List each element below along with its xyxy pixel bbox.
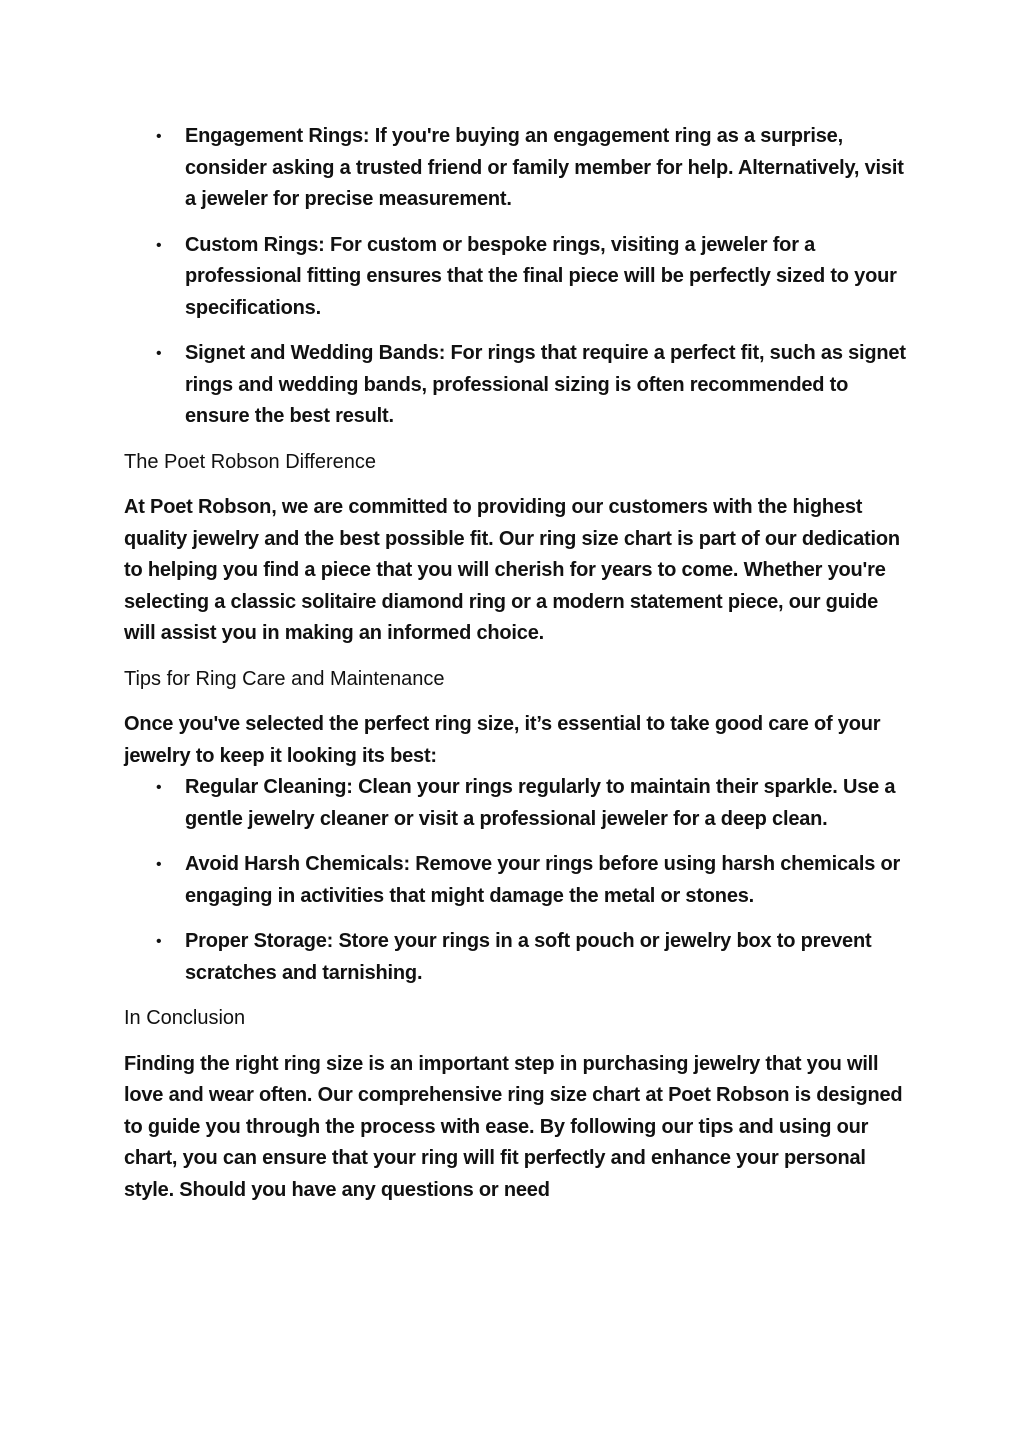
list-item	[124, 338, 914, 433]
bullet-icon: •	[156, 345, 162, 362]
bullet-icon: •	[156, 933, 162, 950]
section-heading-care: Tips for Ring Care and Maintenance	[124, 667, 445, 690]
list-item-text: Avoid Harsh Chemicals: Remove your rings before using harsh chemicals or engaging in activities that might damage the metal or stones.	[185, 853, 901, 907]
paragraph-care-intro: Once you've selected the perfect ring size, it’s essential to take good care of your jewelry to keep it looking its best:	[124, 713, 881, 767]
list-item-text: Proper Storage: Store your rings in a soft pouch or jewelry box to prevent scratches and tarnishing.	[185, 930, 872, 984]
bullet-icon: •	[156, 856, 162, 873]
care-tips-list	[124, 772, 914, 989]
list-item-text: Signet and Wedding Bands: For rings that require a perfect fit, such as signet rings and wedding bands, professional sizing is often recommended to ensure the best result.	[185, 342, 906, 427]
section-heading-difference: The Poet Robson Difference	[124, 450, 377, 473]
list-item-text: Engagement Rings: If you're buying an engagement ring as a surprise, consider asking a trusted friend or family member for help. Alternatively, visit a jeweler for precise measurement.	[185, 125, 904, 210]
bullet-icon: •	[156, 128, 162, 145]
document-page	[124, 121, 914, 1206]
bullet-icon: •	[156, 236, 162, 254]
bullet-icon: •	[156, 779, 162, 796]
list-item	[124, 772, 914, 835]
list-item-text: Custom Rings: For custom or bespoke rings, visiting a jeweler for a professional fitting ensures that the final piece will be perfectly sized to your specifications.	[185, 233, 897, 319]
list-item	[124, 926, 914, 989]
paragraph-difference: At Poet Robson, we are committed to providing our customers with the highest quality jewelry and the best possible fit. Our ring size chart is part of our dedication to helping you find a piece that you will cherish for years to come. Whether you're selecting a classic solitaire diamond ring or a modern statement piece, our guide will assist you in making an informed choice.	[124, 496, 900, 644]
list-item-text: Regular Cleaning: Clean your rings regularly to maintain their sparkle. Use a gentle jewelry cleaner or visit a professional jeweler for a deep clean.	[185, 776, 896, 830]
sizing-tips-list	[124, 121, 914, 433]
list-item	[124, 849, 914, 912]
section-heading-conclusion: In Conclusion	[124, 1007, 246, 1029]
list-item	[124, 121, 914, 216]
paragraph-conclusion: Finding the right ring size is an important step in purchasing jewelry that you will love and wear often. Our comprehensive ring size chart at Poet Robson is designed to guide you through the process with ease. By following our tips and using our chart, you can ensure that your ring will fit perfectly and enhance your personal style. Should you have any questions or need	[124, 1052, 903, 1201]
list-item	[124, 230, 914, 325]
